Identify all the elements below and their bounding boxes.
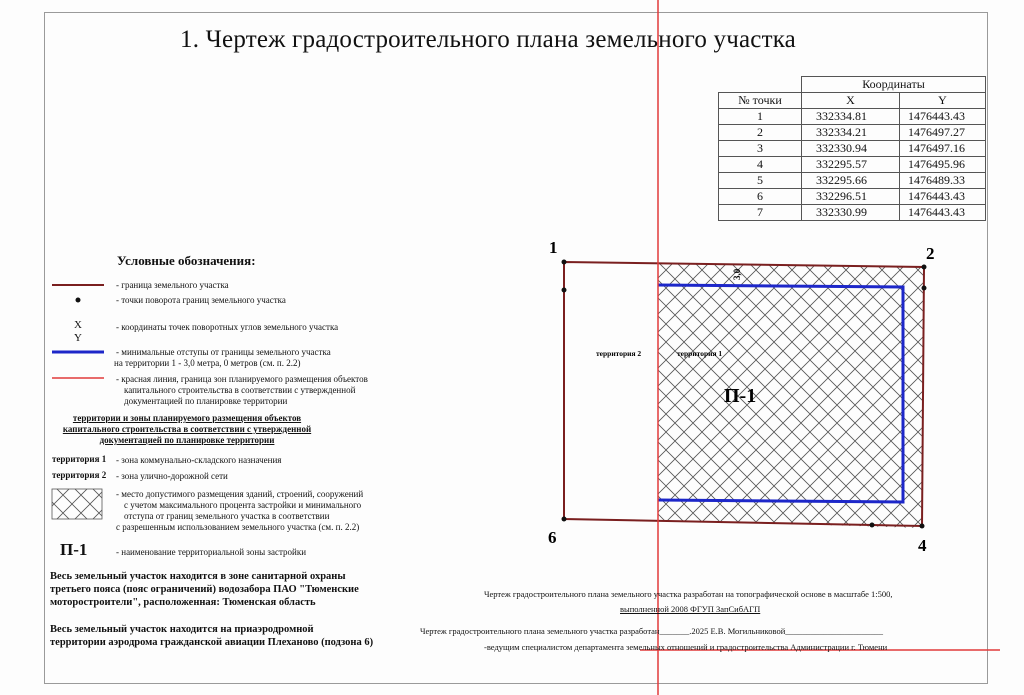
coordinates-cell-y: 1476495.96 [900, 157, 986, 173]
coordinates-cell-y: 1476443.43 [900, 205, 986, 221]
legend-zone-symbol: П-1 [60, 540, 88, 559]
legend-title: Условные обозначения: [117, 253, 256, 268]
coordinates-cell-y: 1476443.43 [900, 109, 986, 125]
coordinates-cell-x: 332334.81 [802, 109, 900, 125]
sanitary-zone-note: Весь земельный участок находится в зоне санитарной охраны третьего пояса (пояс ограничений) водозабора ПАО "Тюменские моторостроители", расположенная: Тюменская область [50, 571, 359, 608]
turn-point-6 [562, 517, 567, 522]
turn-point-7 [562, 288, 567, 293]
coordinates-cell-n: 1 [719, 109, 802, 125]
legend-hatch-text-1: - место допустимого размещения зданий, строений, сооружений [116, 489, 364, 499]
coordinates-cell-n: 7 [719, 205, 802, 221]
coordinates-cell-y: 1476443.43 [900, 189, 986, 205]
turn-point-3 [922, 286, 927, 291]
legend-boundary-text: - граница земельного участка [116, 280, 229, 290]
coordinates-header: Координаты [802, 77, 986, 93]
legend-redline-text-2: капитального строительства в соответствии с утвержденной [124, 385, 356, 395]
coordinates-cell-y: 1476497.27 [900, 125, 986, 141]
legend-territory-1-desc: - зона коммунально-складского назначения [116, 455, 282, 465]
col-x-header: X [802, 93, 900, 109]
legend-points-text: - точки поворота границ земельного участка [116, 295, 286, 305]
legend-hatch-symbol [52, 489, 102, 519]
point-label-1: 1 [549, 238, 558, 257]
legend-point-symbol [76, 298, 81, 303]
territory-1-label: территория 1 [677, 349, 723, 358]
credit-line-4: -ведущим специалистом департамента земельных отношений и градостроительства Администрации г. Тюмени [484, 642, 888, 652]
coordinates-cell-x: 332330.94 [802, 141, 900, 157]
setback-dimension: 3,0 [732, 268, 742, 280]
legend-zone-desc: - наименование территориальной зоны застройки [116, 547, 307, 557]
turn-point-1 [562, 260, 567, 265]
credit-line-1: Чертеж градостроительного плана земельного участка разработан на топографической основе в масштабе 1:500, [484, 589, 893, 599]
coordinates-cell-n: 3 [719, 141, 802, 157]
turn-point-5 [870, 523, 875, 528]
zone-label: П-1 [724, 385, 757, 407]
permissible-area-hatch [658, 263, 924, 528]
legend-redline-text-3: документацией по планировке территории [124, 396, 288, 406]
legend-setback-text-1: - минимальные отступы от границы земельного участка [116, 347, 331, 357]
credit-line-2: выполненной 2008 ФГУП ЗапСибАГП [620, 604, 761, 614]
coordinates-cell-y: 1476497.16 [900, 141, 986, 157]
legend-coords-text: - координаты точек поворотных углов земельного участка [116, 322, 339, 332]
legend-territory-2-desc: - зона улично-дорожной сети [116, 471, 228, 481]
col-point-header: № точки [719, 93, 802, 109]
turn-point-2 [922, 265, 927, 270]
legend-hatch-text-3: отступа от границ земельного участка в соответствии [124, 511, 330, 521]
point-label-2: 2 [926, 244, 935, 263]
coordinates-cell-x: 332295.66 [802, 173, 900, 189]
coordinates-cell-n: 5 [719, 173, 802, 189]
territory-2-label: территория 2 [596, 349, 642, 358]
legend-territory-2-label: территория 2 [52, 470, 107, 480]
legend-x-symbol: X [74, 319, 82, 331]
point-label-4: 4 [918, 536, 927, 555]
coordinates-cell-x: 332334.21 [802, 125, 900, 141]
credit-line-3: Чертеж градостроительного плана земельного участка разработан_______.2025 Е.В. Могильниковой_______________________ [420, 626, 883, 636]
coordinates-cell-y: 1476489.33 [900, 173, 986, 189]
legend-setback-text-2: на территории 1 - 3,0 метра, 0 метров (см. п. 2.2) [114, 358, 301, 368]
legend-redline-text-1: - красная линия, граница зон планируемого размещения объектов [116, 374, 368, 384]
turn-point-4 [920, 524, 925, 529]
point-label-6: 6 [548, 528, 557, 547]
territories-section-heading: территории и зоны планируемого размещения объектов капитального строительства в соответствии с утвержденной документацией по планировке территории [62, 413, 312, 445]
legend-hatch-text-4: с разрешенным использованием земельного участка (см. п. 2.2) [116, 522, 360, 532]
legend-y-symbol: Y [74, 332, 82, 344]
coordinates-cell-n: 2 [719, 125, 802, 141]
page-title: 1. Чертеж градостроительного плана земельного участка [180, 26, 796, 53]
coordinates-cell-x: 332296.51 [802, 189, 900, 205]
coordinates-cell-n: 4 [719, 157, 802, 173]
legend-hatch-text-2: с учетом максимального процента застройки и минимального [124, 500, 362, 510]
coordinates-cell-x: 332295.57 [802, 157, 900, 173]
coordinates-cell-n: 6 [719, 189, 802, 205]
legend-territory-1-label: территория 1 [52, 454, 107, 464]
coordinates-cell-x: 332330.99 [802, 205, 900, 221]
airport-zone-note: Весь земельный участок находится на приаэродромной территории аэродрома гражданской авиации Плеханово (подзона 6) [50, 624, 374, 648]
col-y-header: Y [900, 93, 986, 109]
